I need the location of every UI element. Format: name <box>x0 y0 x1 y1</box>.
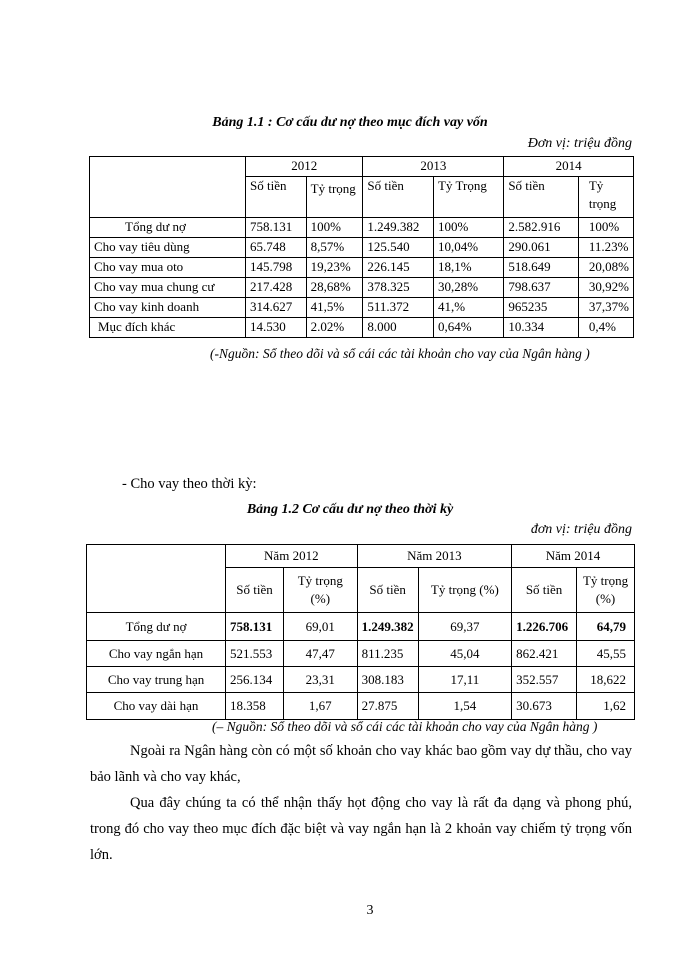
table2-cell: 862.421 <box>512 641 577 667</box>
bullet-text: - Cho vay theo thời kỳ: <box>122 476 257 492</box>
table1-row-label: Cho vay mua chung cư <box>90 278 246 298</box>
table1-cell: 100% <box>434 218 504 238</box>
table1-unit: Đơn vị: triệu đồng <box>527 136 632 151</box>
table1-row <box>90 238 634 258</box>
table2-source: (– Nguồn: Sổ theo dõi và sổ cái các tài khoản cho vay của Ngân hàng ) <box>212 719 598 734</box>
table2-cell: 811.235 <box>357 641 418 667</box>
table1-cell: 10,04% <box>434 238 504 258</box>
table1-year: 2012 <box>245 157 362 177</box>
table2-unit: đơn vị: triệu đồng <box>530 522 632 537</box>
table1-row <box>90 298 634 318</box>
table1-cell: 41,% <box>434 298 504 318</box>
table1-cell: 314.627 <box>245 298 306 318</box>
table1-cell: 18,1% <box>434 258 504 278</box>
table2-cell: 1,54 <box>418 693 511 720</box>
table1-row-label: Cho vay mua oto <box>90 258 246 278</box>
table1-cell: 125.540 <box>363 238 434 258</box>
table2-subheader: Tỷ trọng (%) <box>418 568 511 613</box>
table2-caption: Bảng 1.2 Cơ cấu dư nợ theo thời kỳ <box>246 502 454 517</box>
table1-cell: 30,92% <box>578 278 633 298</box>
table2-cell: 18,622 <box>577 667 635 693</box>
table2-row <box>87 667 635 693</box>
table1-subheader: Số tiền <box>363 177 434 218</box>
table2-cell: 256.134 <box>226 667 284 693</box>
table2-subheader: Tỷ trọng (%) <box>283 568 357 613</box>
table1-cell: 378.325 <box>363 278 434 298</box>
table2-cell: 521.553 <box>226 641 284 667</box>
table1-cell: 8.000 <box>363 318 434 338</box>
table1-cell: 758.131 <box>245 218 306 238</box>
table1-subheader: Tỷ trọng <box>306 177 363 218</box>
table1-cell: 100% <box>578 218 633 238</box>
table1-cell: 20,08% <box>578 258 633 278</box>
table1-cell: 145.798 <box>245 258 306 278</box>
table1-cell: 965235 <box>504 298 579 318</box>
table1-cell: 226.145 <box>363 258 434 278</box>
table1-row <box>90 218 634 238</box>
table1-cell: 37,37% <box>578 298 633 318</box>
table2-cell: 758.131 <box>226 613 284 641</box>
table1 <box>89 156 634 338</box>
table1-cell: 8,57% <box>306 238 363 258</box>
table1-row-label: Mục đích khác <box>90 318 246 338</box>
table2-cell: 1.249.382 <box>357 613 418 641</box>
table1-cell: 10.334 <box>504 318 579 338</box>
table1-cell: 798.637 <box>504 278 579 298</box>
table2-cell: 18.358 <box>226 693 284 720</box>
table2-subheader: Tỷ trọng (%) <box>577 568 635 613</box>
table1-cell: 65.748 <box>245 238 306 258</box>
table2 <box>86 544 635 720</box>
table1-source: (-Nguồn: Sổ theo dõi và sổ cái các tài khoản cho vay của Ngân hàng ) <box>210 346 590 361</box>
table1-year: 2013 <box>363 157 504 177</box>
table2-cell: 64,79 <box>577 613 635 641</box>
table2-cell: 1,62 <box>577 693 635 720</box>
table1-cell: 217.428 <box>245 278 306 298</box>
table2-cell: 45,55 <box>577 641 635 667</box>
table1-subheader: Tỷ Trọng <box>434 177 504 218</box>
table2-year: Năm 2013 <box>357 545 511 568</box>
table1-row <box>90 278 634 298</box>
table2-corner <box>87 545 226 613</box>
table2-subheader: Số tiền <box>512 568 577 613</box>
table1-cell: 511.372 <box>363 298 434 318</box>
table1-cell: 41,5% <box>306 298 363 318</box>
table1-row-label: Cho vay kinh doanh <box>90 298 246 318</box>
table1-corner <box>90 157 246 218</box>
table2-cell: 45,04 <box>418 641 511 667</box>
table1-cell: 14.530 <box>245 318 306 338</box>
table1-cell: 30,28% <box>434 278 504 298</box>
table1-cell: 518.649 <box>504 258 579 278</box>
table1-cell: 0,4% <box>578 318 633 338</box>
table2-cell: 30.673 <box>512 693 577 720</box>
table2-cell: 69,37 <box>418 613 511 641</box>
table1-row-label: Tổng dư nợ <box>90 218 246 238</box>
table1-row <box>90 258 634 278</box>
table1-cell: 100% <box>306 218 363 238</box>
table2-cell: 47,47 <box>283 641 357 667</box>
table2-subheader: Số tiền <box>357 568 418 613</box>
table1-year: 2014 <box>504 157 634 177</box>
table2-cell: 308.183 <box>357 667 418 693</box>
table2-cell: 27.875 <box>357 693 418 720</box>
table1-row-label: Cho vay tiêu dùng <box>90 238 246 258</box>
table2-year: Năm 2014 <box>512 545 635 568</box>
page-number: 3 <box>366 903 374 918</box>
table2-year: Năm 2012 <box>226 545 358 568</box>
table1-cell: 19,23% <box>306 258 363 278</box>
table1-cell: 28,68% <box>306 278 363 298</box>
table2-row-label: Tổng dư nợ <box>87 613 226 641</box>
table1-subheader: Số tiền <box>245 177 306 218</box>
paragraph: Ngoài ra Ngân hàng còn có một số khoản cho vay khác bao gồm vay dự thầu, cho vay bảo lãnh và cho vay khác, <box>90 743 632 785</box>
table1-cell: 290.061 <box>504 238 579 258</box>
table1-cell: 2.02% <box>306 318 363 338</box>
table2-row-label: Cho vay dài hạn <box>87 693 226 720</box>
table1-cell: 0,64% <box>434 318 504 338</box>
table2-row-label: Cho vay trung hạn <box>87 667 226 693</box>
table1-cell: 11.23% <box>578 238 633 258</box>
table2-subheader: Số tiền <box>226 568 284 613</box>
table1-subheader: Số tiền <box>504 177 579 218</box>
table1-subheader: Tỷ trọng <box>578 177 633 218</box>
table1-row <box>90 318 634 338</box>
table2-cell: 352.557 <box>512 667 577 693</box>
table1-cell: 1.249.382 <box>363 218 434 238</box>
table2-cell: 1,67 <box>283 693 357 720</box>
table2-row-label: Cho vay ngắn hạn <box>87 641 226 667</box>
table2-cell: 23,31 <box>283 667 357 693</box>
table2-cell: 69,01 <box>283 613 357 641</box>
paragraph: Qua đây chúng ta có thể nhận thấy họt động cho vay là rất đa dạng và phong phú, trong đó cho vay theo mục đích đặc biệt và vay ngắn hạn là 2 khoản vay chiếm tỷ trọng vốn lớn. <box>90 795 632 863</box>
table1-cell: 2.582.916 <box>504 218 579 238</box>
table2-cell: 17,11 <box>418 667 511 693</box>
table2-row <box>87 693 635 720</box>
table2-row <box>87 641 635 667</box>
table2-cell: 1.226.706 <box>512 613 577 641</box>
table1-caption: Bảng 1.1 : Cơ cấu dư nợ theo mục đích vay vốn <box>212 115 488 130</box>
table2-row <box>87 613 635 641</box>
